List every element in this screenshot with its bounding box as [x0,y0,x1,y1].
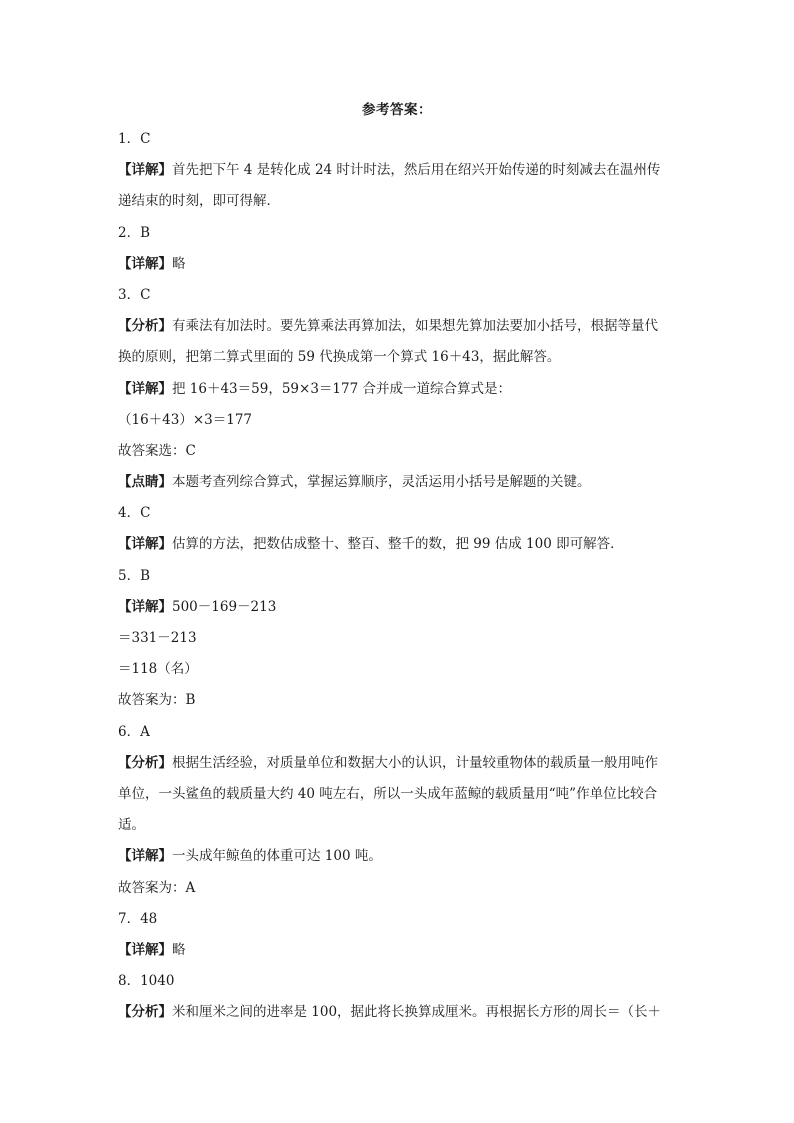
line-text: 换的原则，把第二算式里面的 59 代换成第一个算式 16＋43，据此解答。 [118,349,561,366]
line-text: 故答案为：B [118,692,196,709]
line-text: 适。 [118,817,145,834]
line-text: 故答案选：C [118,442,196,459]
line-text: 8．1040 [118,973,175,990]
section-tag: 【分析】 [118,1004,172,1021]
line-text: 6．A [118,723,150,740]
answer-line [118,374,690,405]
section-tag: 【详解】 [118,162,172,179]
answer-line [118,342,690,373]
answer-line [118,529,690,560]
answer-line [118,623,690,654]
section-tag: 【详解】 [118,255,172,272]
line-text: 单位，一头鲨鱼的载质量大约 40 吨左右，所以一头成年蓝鲸的载质量用“吨”作单位比较合 [118,785,658,802]
answer-line [118,810,690,841]
answer-line [118,841,690,872]
line-text: 故答案为：A [118,879,196,896]
answer-line [118,311,690,342]
answer-line [118,155,690,186]
answer-line [118,873,690,904]
line-text: ＝118（名） [118,661,198,678]
answer-line [118,717,690,748]
answer-line [118,498,690,529]
answer-line [118,779,690,810]
answer-line [118,748,690,779]
answer-lines [118,124,690,1028]
answer-line [118,436,690,467]
line-text: 5．B [118,567,151,584]
answer-line [118,935,690,966]
answer-line [118,904,690,935]
line-text: 2．B [118,224,151,241]
line-text: （16＋43）×3＝177 [118,411,253,428]
line-text: 首先把下午 4 是转化成 24 时计时法，然后用在绍兴开始传递的时刻减去在温州传 [172,162,661,179]
section-tag: 【详解】 [118,941,172,958]
answer-line [118,218,690,249]
line-text: 1．C [118,131,151,147]
answer-line [118,592,690,623]
section-tag: 【详解】 [118,536,172,553]
line-text: 500－169－213 [172,598,277,615]
line-text: 递结束的时刻，即可得解． [118,193,280,210]
line-text: 本题考查列综合算式，掌握运算顺序，灵活运用小括号是解题的关键。 [172,474,591,491]
section-tag: 【分析】 [118,318,172,335]
line-text: 4．C [118,505,151,522]
section-tag: 【详解】 [118,848,172,865]
answer-line [118,405,690,436]
answer-line [118,186,690,217]
section-tag: 【详解】 [118,380,172,397]
line-text: 略 [172,941,186,958]
answer-line [118,654,690,685]
line-text: 7．48 [118,910,158,927]
line-text: 米和厘米之间的进率是 100，据此将长换算成厘米。再根据长方形的周长＝（长＋ [172,1004,662,1021]
page-title: 参考答案： [362,102,432,118]
answer-line [118,997,690,1028]
line-text: 有乘法有加法时。要先算乘法再算加法，如果想先算加法要加小括号，根据等量代 [172,318,658,335]
line-text: 略 [172,255,186,272]
line-text: 3．C [118,286,151,303]
answer-line [118,124,690,155]
answer-line [118,467,690,498]
line-text: 根据生活经验，对质量单位和数据大小的认识，计量较重物体的载质量一般用吨作 [172,754,658,771]
section-tag: 【分析】 [118,754,172,771]
line-text: 估算的方法，把数估成整十、整百、整千的数，把 99 估成 100 即可解答． [172,536,624,553]
answer-line [118,249,690,280]
answer-line [118,561,690,592]
answer-line [118,280,690,311]
line-text: ＝331－213 [118,630,197,646]
answer-line [118,966,690,997]
section-tag: 【详解】 [118,598,172,615]
line-text: 把 16＋43＝59，59×3＝177 合并成一道综合算式是： [172,380,511,397]
section-tag: 【点睛】 [118,474,172,491]
line-text: 一头成年鲸鱼的体重可达 100 吨。 [172,848,382,865]
answer-line [118,685,690,716]
